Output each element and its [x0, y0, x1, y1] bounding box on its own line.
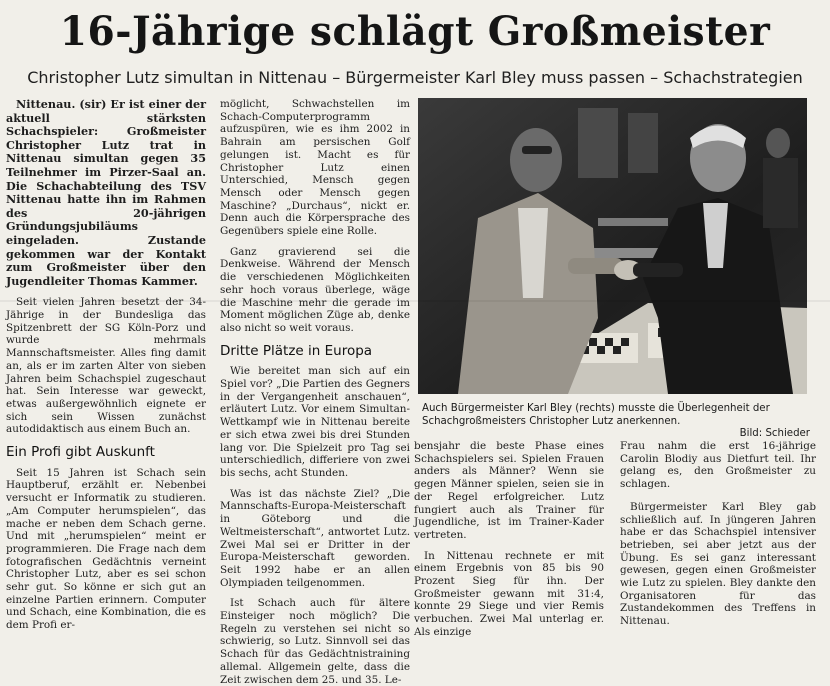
- photo-credit: Bild: Schieder: [739, 428, 810, 440]
- column-1: [6, 98, 206, 632]
- photo-caption: [422, 403, 810, 441]
- section-heading-profi: Ein Profi gibt Auskunft: [6, 444, 155, 461]
- column-4: [620, 440, 816, 628]
- body-paragraph: bensjahr die beste Phase eines Schachspielers sei. Spielen Frauen anders als Männer? Wenn sie gegen Männer spielen, seien sie in der Regel erfolgreicher. Lutz fungiert auch als Trainer für Jugendliche, ist im Trainer-Kader vertreten.: [414, 440, 604, 541]
- article-photo: [418, 98, 807, 394]
- body-paragraph: Ist Schach auch für ältere Einsteiger noch möglich? Die Regeln zu verstehen sei nicht so schwierig, so Lutz. Sinnvoll sei das Schach für das Gedächtnistraining allemal. Allgemein gelte, dass die Zeit zwischen dem 25. und 35. Le-: [220, 597, 410, 686]
- handshake-photo-illustration: [418, 98, 807, 394]
- subtitle: Christopher Lutz simultan in Nittenau – Bürgermeister Karl Bley muss passen – Schachstrategien: [27, 68, 803, 87]
- column-2: [220, 98, 410, 686]
- body-paragraph: möglicht, Schwachstellen im Schach-Computerprogramm aufzuspüren, wie es ihm 2002 in Bahrain am persischen Golf gelungen ist. Macht es für Christopher Lutz einen Unterschied, Mensch gegen Mensch oder Mensch gegen Maschine? „Durchaus“, nickt er. Denn auch die Körpersprache des Gegenübers spiele eine Rolle.: [220, 98, 410, 238]
- body-paragraph: Seit 15 Jahren ist Schach sein Hauptberuf, erzählt er. Nebenbei versucht er Informatik zu studieren. „Am Computer herumspielen“, das mache er neben dem Schach gerne. Und mit „herumspielen“ meint er programmieren. Die Frage nach dem fotografischen Gedächtnis verneint Christopher Lutz, aber es sei schon sehr gut. So könne er sich gut an einzelne Partien erinnern. Computer und Schach, eine Kombination, die es dem Profi er-: [6, 466, 206, 632]
- body-paragraph: In Nittenau rechnete er mit einem Ergebnis von 85 bis 90 Prozent Sieg für ihn. Der Großmeister gewann mit 31:4, konnte 29 Siege und vier Remis verbuchen. Zwei Mal unterlag er. Als einzige: [414, 549, 604, 638]
- paper-fold-line: [0, 300, 830, 302]
- body-paragraph: Seit vielen Jahren besetzt der 34-Jährige in der Bundesliga das Spitzenbrett der SG Köln-Porz und wurde mehrmals Mannschaftsmeister. Alles fing damit an, als er im zarten Alter von sieben Jahren beim Schachspiel zugeschaut hat. Sein Interesse war geweckt, etwas außergewöhnlich eignete er sich sein Wissen zunächst autodidaktisch aus einem Buch an.: [6, 296, 206, 436]
- body-paragraph: Ganz gravierend sei die Denkweise. Während der Mensch die verschiedenen Möglichkeiten sehr hoch voraus überlege, wäge die Maschine mehr die gerade im Moment möglichen Züge ab, denke also nicht so weit voraus.: [220, 245, 410, 334]
- body-paragraph: Wie bereitet man sich auf ein Spiel vor? „Die Partien des Gegners in der Vergangenheit anschauen“, erläutert Lutz. Vor einem Simultan-Wettkampf wie in Nittenau bereite er sich etwa zwei bis drei Stunden lang vor. Die Spielzeit pro Tag sei unterschiedlich, differiere von zwei bis sechs, acht Stunden.: [220, 365, 410, 479]
- section-heading-europa: Dritte Plätze in Europa: [220, 342, 373, 359]
- headline: 16-Jährige schlägt Großmeister: [59, 8, 771, 55]
- lead-paragraph: Nittenau. (sir) Er ist einer der aktuell stärksten Schachspieler: Großmeister Christopher Lutz trat in Nittenau simultan gegen 35 Teilnehmer im Pirzer-Saal an. Die Schachabteilung des TSV Nittenau hatte ihn im Rahmen des 20-jährigen Gründungsjubiläums eingeladen. Zustande gekommen war der Kontakt zum Großmeister über den Jugendleiter Thomas Kammer.: [6, 97, 206, 288]
- caption-text: Auch Bürgermeister Karl Bley (rechts) musste die Überlegenheit der Schachgroßmeisters Christopher Lutz anerkennen.: [422, 403, 770, 427]
- body-paragraph: Bürgermeister Karl Bley gab schließlich auf. In jüngeren Jahren habe er das Schachspiel intensiver betrieben, sei aber jetzt aus der Übung. Es sei ganz interessant gewesen, gegen einen Großmeister wie Lutz zu spielen. Bley dankte den Organisatoren für das Zustandekommen des Treffens in Nittenau.: [620, 500, 816, 628]
- column-3: [414, 440, 604, 639]
- body-paragraph: Frau nahm die erst 16-jährige Carolin Blodiy aus Dietfurt teil. Ihr gelang es, den Großmeister zu schlagen.: [620, 440, 816, 491]
- body-paragraph: Was ist das nächste Ziel? „Die Mannschafts-Europa-Meisterschaft in Göteborg und die Weltmeisterschaft“, antwortet Lutz. Zwei Mal sei er Dritter in der Europa-Meisterschaft geworden. Seit 1992 habe er an allen Olympiaden teilgenommen.: [220, 487, 410, 589]
